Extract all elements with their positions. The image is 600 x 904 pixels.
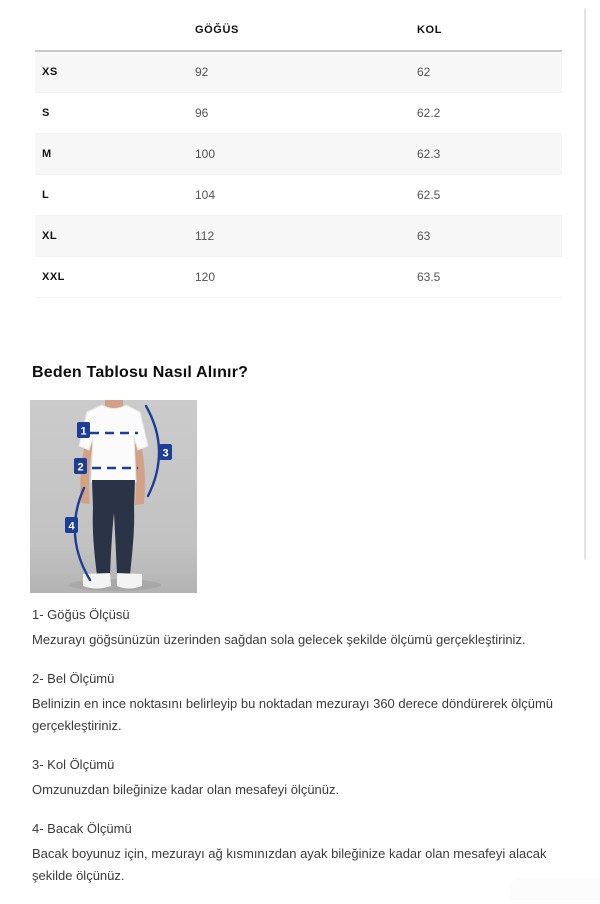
chest-value: 96 <box>195 106 209 120</box>
chest-value: 112 <box>195 229 215 243</box>
step-body: Mezurayı göğsünüzün üzerinden sağdan sola gelecek şekilde ölçümü gerçekleştiriniz. <box>32 632 526 647</box>
size-label: M <box>42 148 52 160</box>
size-table-header <box>35 10 562 52</box>
instruction-step-waist <box>32 668 584 737</box>
step-heading: 1- Göğüs Ölçüsü <box>32 607 130 622</box>
arm-value: 62 <box>417 65 431 79</box>
mannequin-illustration <box>30 400 197 593</box>
arm-value: 62.3 <box>417 147 441 161</box>
guide-title: Beden Tablosu Nasıl Alınır? <box>32 364 249 381</box>
chest-value: 100 <box>195 147 216 161</box>
table-row <box>35 134 562 175</box>
step-heading: 4- Bacak Ölçümü <box>32 821 132 836</box>
arm-value: 63 <box>417 229 431 243</box>
size-label: XS <box>42 66 58 78</box>
table-row <box>35 257 562 298</box>
scrollbar-thumb[interactable] <box>584 8 586 560</box>
arm-value: 62.5 <box>417 188 441 202</box>
size-label: S <box>42 107 50 119</box>
table-row <box>35 93 562 134</box>
chest-value: 120 <box>195 270 216 284</box>
floor-shadow <box>69 579 161 591</box>
svg-text:3: 3 <box>162 447 169 460</box>
svg-text:1: 1 <box>80 425 87 438</box>
step-body: Belinizin en ince noktasını belirleyip bu noktadan mezurayı 360 derece döndürerek ölçümü gerçekleştiriniz. <box>32 696 554 733</box>
measurement-figure-image <box>30 400 197 593</box>
arm-value: 63.5 <box>417 270 441 284</box>
chest-column-header: GÖĞÜS <box>195 24 239 36</box>
step-heading: 3- Kol Ölçümü <box>32 757 115 772</box>
figure-label-1 <box>77 422 90 438</box>
figure-label-2 <box>74 458 87 474</box>
chest-value: 92 <box>195 65 209 79</box>
figure-label-4 <box>65 517 78 533</box>
step-body: Bacak boyunuz için, mezurayı ağ kısmınızdan ayak bileğinize kadar olan mesafeyi alacak şekilde ölçünüz. <box>32 846 547 883</box>
step-heading: 2- Bel Ölçümü <box>32 671 115 686</box>
size-label: XXL <box>42 271 65 283</box>
instruction-step-leg <box>32 818 584 887</box>
figure-label-3 <box>159 444 172 460</box>
table-row <box>35 216 562 257</box>
table-row <box>35 52 562 93</box>
arm-value: 62.2 <box>417 106 441 120</box>
corner-widget-fragment <box>510 878 600 900</box>
table-row <box>35 175 562 216</box>
size-label: L <box>42 189 50 201</box>
measurement-instructions <box>32 604 584 904</box>
arm-column-header: KOL <box>417 24 443 36</box>
size-table <box>35 10 562 298</box>
instruction-step-chest <box>32 604 584 651</box>
step-body: Omzunuzdan bileğinize kadar olan mesafeyi ölçünüz. <box>32 782 340 797</box>
instruction-step-arm <box>32 754 584 801</box>
mannequin-right-sneaker <box>117 573 142 589</box>
size-label: XL <box>42 230 58 242</box>
chest-value: 104 <box>195 188 216 202</box>
svg-text:2: 2 <box>77 461 84 474</box>
svg-text:4: 4 <box>68 520 75 533</box>
